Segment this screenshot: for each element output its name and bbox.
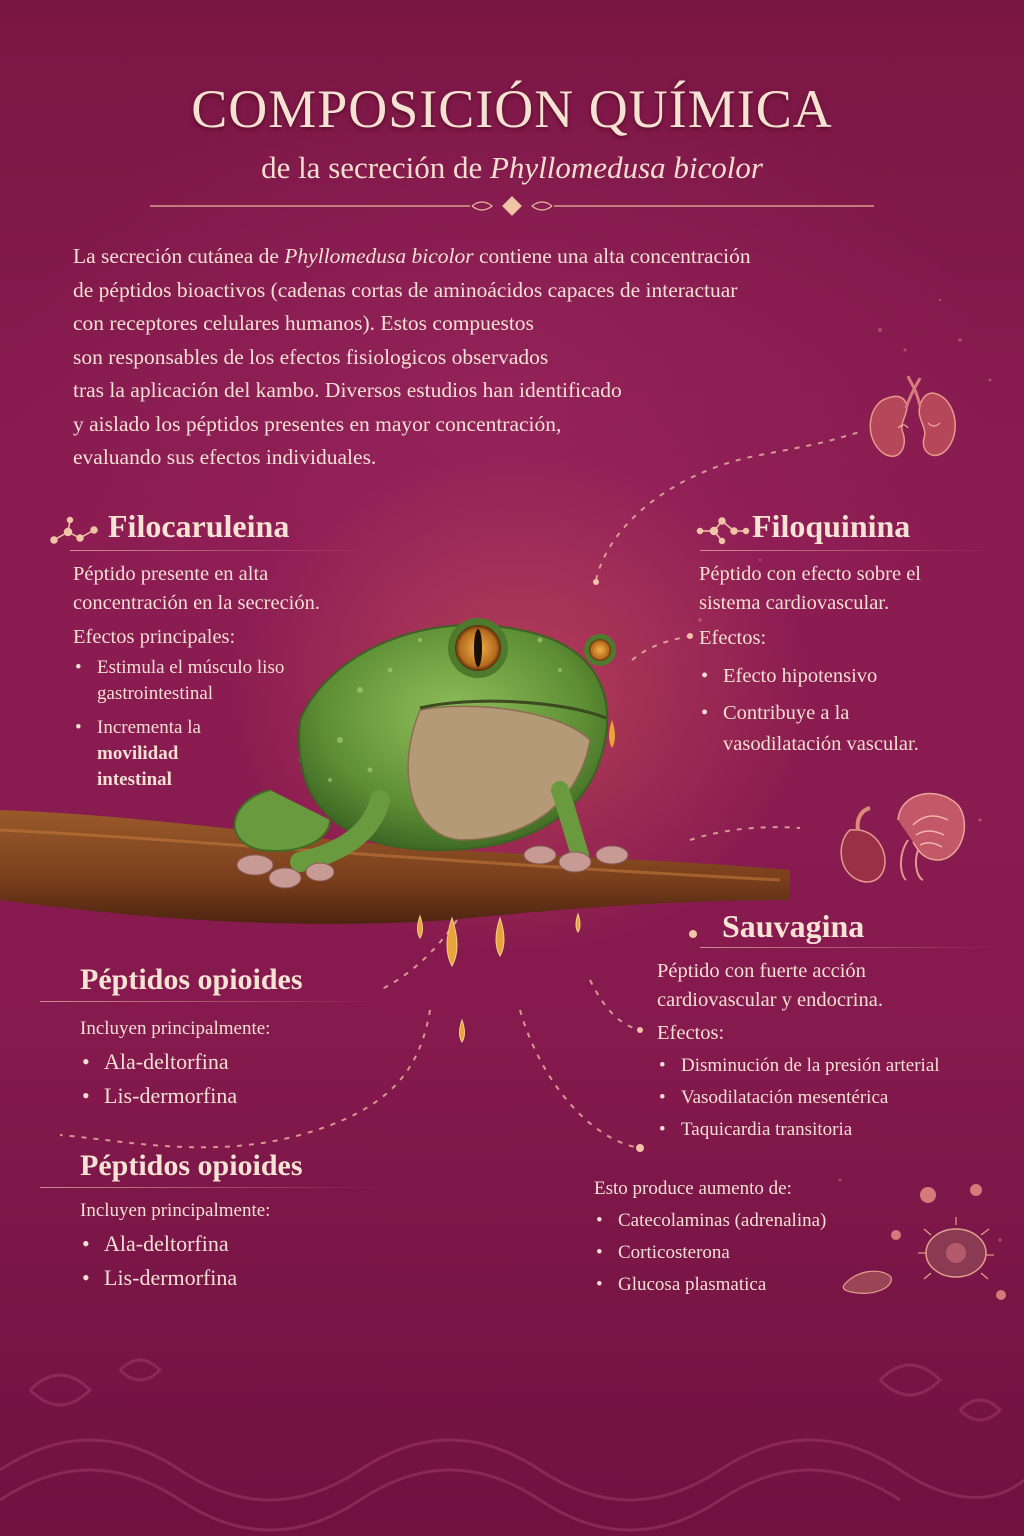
filoquinina-effects-label: Efectos:	[699, 627, 767, 649]
list-item: • Ala-deltorfina	[80, 1045, 380, 1079]
page-subtitle	[0, 150, 1024, 186]
sauvagina-effects-label: Efectos:	[657, 1022, 725, 1044]
page-title: COMPOSICIÓN QUÍMICA	[191, 79, 833, 139]
decorative-border-pattern	[0, 1330, 1024, 1536]
sauvagina-body	[657, 957, 1017, 1146]
list-item: • Contribuye a la vasodilatación vascular.	[699, 698, 999, 760]
filocaruleina-underline	[70, 550, 370, 551]
opioides-2-title: Péptidos opioides	[80, 1149, 303, 1182]
list-item: • Ala-deltorfina	[80, 1227, 380, 1261]
intro-line: de péptidos bioactivos (cadenas cortas de aminoácidos capaces de interactuar	[73, 277, 738, 302]
subtitle-prefix: de la secreción de	[261, 150, 490, 185]
intro-line: y aislado los péptidos presentes en mayor concentración,	[73, 411, 562, 436]
filoquinina-title: Filoquinina	[752, 508, 911, 544]
intro-line: tras la aplicación del kambo. Diversos estudios han identificado	[73, 378, 622, 402]
heart-organ-illustration	[828, 780, 978, 890]
intro-line: La secreción cutánea de Phyllomedusa bicolor contiene una alta concentración	[73, 244, 751, 268]
intro-line: son responsables de los efectos fisiologicos observados	[73, 344, 549, 369]
filocaruleina-desc-line: Péptido presente en alta	[73, 563, 269, 585]
cells-illustration	[836, 1175, 1016, 1310]
title-divider-ornament	[150, 196, 874, 216]
filocaruleina-desc-line: concentración en la secreción.	[73, 592, 321, 614]
filoquinina-underline	[700, 550, 990, 551]
list-item: • Catecolaminas (adrenalina)	[594, 1205, 914, 1237]
intro-line: evaluando sus efectos individuales.	[73, 445, 377, 469]
filocaruleina-effects-label: Efectos principales:	[73, 626, 236, 648]
molecule-icon	[694, 513, 752, 547]
subtitle-species: Phyllomedusa bicolor	[490, 150, 763, 185]
list-item: • Lis-dermorfina	[80, 1079, 380, 1113]
opioides-2-underline	[40, 1187, 380, 1188]
list-item: • Taquicardia transitoria	[657, 1114, 1017, 1146]
sauvagina-desc-line: Péptido con fuerte acción	[657, 960, 866, 982]
opioides-2-label: Incluyen principalmente:	[80, 1200, 271, 1221]
molecule-icon	[46, 514, 104, 548]
list-item: • Estimula el músculo liso gastrointestinal	[73, 655, 363, 707]
opioides-2-body	[80, 1195, 380, 1295]
list-item: • Glucosa plasmatica	[594, 1269, 914, 1301]
opioides-1-label: Incluyen principalmente:	[80, 1018, 271, 1039]
sauvagina-produces-label: Esto produce aumento de:	[594, 1178, 792, 1199]
sauvagina-underline	[700, 947, 1000, 948]
opioides-1-body	[80, 1013, 380, 1113]
list-item: • Lis-dermorfina	[80, 1261, 380, 1295]
opioides-1-list	[80, 1045, 380, 1113]
filocaruleina-title: Filocaruleina	[108, 508, 290, 544]
list-item: • Corticosterona	[594, 1237, 914, 1269]
list-item: • Disminución de la presión arterial	[657, 1050, 1017, 1082]
sauvagina-effects-list	[657, 1050, 1017, 1146]
list-item: • Vasodilatación mesentérica	[657, 1082, 1017, 1114]
sauvagina-title: Sauvagina	[722, 908, 865, 944]
intro-line: con receptores celulares humanos). Estos compuestos	[73, 311, 534, 335]
filoquinina-desc-line: sistema cardiovascular.	[699, 592, 890, 614]
opioides-1-underline	[40, 1001, 380, 1002]
list-item: • Incrementa la movilidad intestinal	[73, 715, 363, 793]
opioides-2-list	[80, 1227, 380, 1295]
filoquinina-desc-line: Péptido con efecto sobre el	[699, 563, 922, 585]
sauvagina-desc-line: cardiovascular y endocrina.	[657, 989, 883, 1011]
opioides-1-title: Péptidos opioides	[80, 963, 303, 996]
intro-paragraph	[73, 240, 903, 475]
list-item: • Efecto hipotensivo	[699, 661, 999, 692]
kidney-illustration	[858, 368, 968, 478]
